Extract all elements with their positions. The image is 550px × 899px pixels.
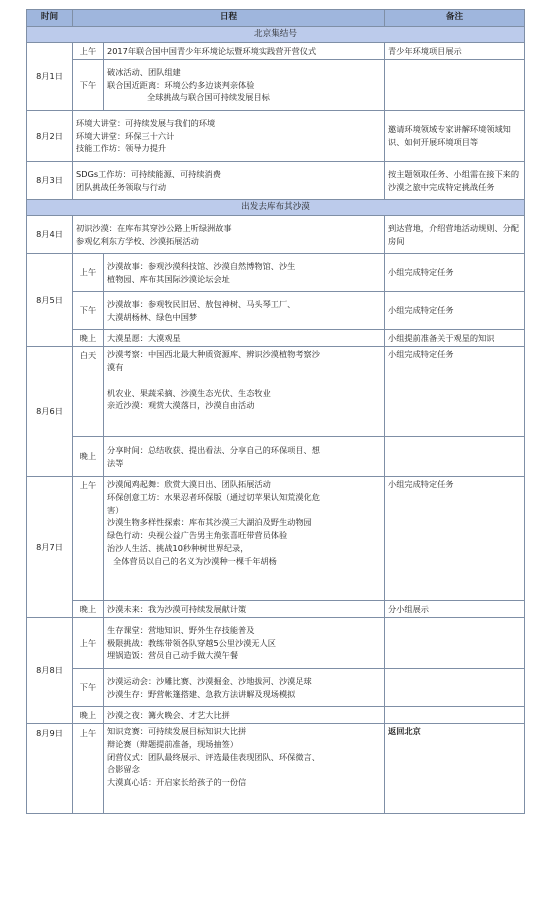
note-cell xyxy=(385,162,525,200)
schedule-cell xyxy=(104,477,385,601)
schedule-cell xyxy=(73,111,385,162)
note-cell xyxy=(385,477,525,601)
header-time: 时间 xyxy=(27,10,73,27)
header-row xyxy=(27,10,525,27)
schedule-line: 环保创意工坊：水果忍者环保版（通过切苹果认知荒漠化危 xyxy=(107,491,320,502)
schedule-line: 沙漠未来：我为沙漠可持续发展献计策 xyxy=(107,603,247,614)
section-title: 北京集结号 xyxy=(27,27,525,43)
table-row xyxy=(27,347,525,437)
table-row xyxy=(27,437,525,477)
slot-cell: 上午 xyxy=(73,618,104,669)
note-line: 小组完成特定任务 xyxy=(388,267,454,278)
section-title: 出发去库布其沙漠 xyxy=(27,200,525,216)
schedule-line: 环境大讲堂：环保三十六计 xyxy=(76,130,175,141)
schedule-cell xyxy=(104,292,385,330)
schedule-cell xyxy=(104,707,385,724)
table-row xyxy=(27,162,525,200)
note-cell xyxy=(385,707,525,724)
note-cell xyxy=(385,618,525,669)
schedule-line: 知识竞赛：可持续发展目标知识大比拼 xyxy=(107,726,247,736)
note-cell xyxy=(385,347,525,437)
schedule-line: 辩论赛（辩题提前准备，现场抽签） xyxy=(107,738,239,749)
slot-cell: 晚上 xyxy=(73,707,104,724)
note-cell xyxy=(385,669,525,707)
schedule-line: 技能工作坊：领导力提升 xyxy=(76,143,167,154)
header-notes: 备注 xyxy=(385,10,525,27)
schedule-line: 沙漠之夜：篝火晚会、才艺大比拼 xyxy=(107,709,230,720)
schedule-line: 参观亿利东方学校、沙漠拓展活动 xyxy=(76,235,199,246)
slot-cell: 下午 xyxy=(73,60,104,111)
schedule-line: 生存课堂：营地知识、野外生存技能普及 xyxy=(107,624,255,635)
table-row xyxy=(27,477,525,601)
note-line: 小组完成特定任务 xyxy=(388,305,454,316)
schedule-line: 亲近沙漠：观赏大漠落日，沙漠自由活动 xyxy=(107,400,255,411)
schedule-line: 沙漠生物多样性探索：库布其沙漠三大湖泊及野生动物园 xyxy=(107,517,312,528)
note-cell xyxy=(385,601,525,618)
schedule-line: 机农业、果蔬采摘、沙漠生态光伏、生态牧业 xyxy=(107,387,271,398)
slot-cell: 上午 xyxy=(73,724,104,814)
schedule-cell xyxy=(104,347,385,437)
slot-cell: 下午 xyxy=(73,292,104,330)
note-cell xyxy=(385,60,525,111)
schedule-line: 极限挑战：教练带领各队穿越5公里沙漠无人区 xyxy=(107,637,276,648)
schedule-cell xyxy=(104,437,385,477)
table-row xyxy=(27,254,525,292)
note-line: 房间 xyxy=(388,235,405,246)
schedule-line: 合影留念 xyxy=(107,764,140,775)
section-row-kubuqi xyxy=(27,200,525,216)
schedule-cell xyxy=(104,601,385,618)
slot-cell: 上午 xyxy=(73,477,104,601)
schedule-line: 沙漠运动会：沙雕比赛、沙漠掘金、沙地拔河、沙漠足球 xyxy=(107,675,312,686)
schedule-line: 沙漠闻鸡起舞：欣赏大漠日出、团队拓展活动 xyxy=(107,479,271,489)
note-line: 识、如何开展环境项目等 xyxy=(388,137,479,147)
schedule-cell xyxy=(104,254,385,292)
date-cell: 8月3日 xyxy=(27,162,73,200)
schedule-line: 植物园、库布其国际沙漠论坛会址 xyxy=(107,273,230,284)
note-cell xyxy=(385,437,525,477)
schedule-line: 沙漠故事：参观沙漠科技馆、沙漠自然博物馆、沙生 xyxy=(107,260,296,271)
note-cell xyxy=(385,292,525,330)
schedule-cell xyxy=(104,724,385,814)
schedule-line: 破冰活动、团队组建 xyxy=(107,66,181,77)
schedule-cell xyxy=(104,60,385,111)
schedule-line: 环境大讲堂：可持续发展与我们的环境 xyxy=(76,117,216,128)
schedule-cell xyxy=(73,162,385,200)
schedule-cell xyxy=(104,618,385,669)
slot-cell: 晚上 xyxy=(73,330,104,347)
note-line: 沙漠之旅中完成特定挑战任务 xyxy=(388,181,495,192)
schedule-line: 分享时间：总结收获、提出看法、分享自己的环保项目、想 xyxy=(107,444,320,455)
note-cell xyxy=(385,216,525,254)
schedule-line: 绿色行动：央视公益广告男主角张喜旺带营员体验 xyxy=(107,530,288,541)
note-cell xyxy=(385,43,525,60)
table-row xyxy=(27,292,525,330)
note-cell xyxy=(385,330,525,347)
table-row xyxy=(27,618,525,669)
slot-cell: 下午 xyxy=(73,669,104,707)
slot-cell: 晚上 xyxy=(73,437,104,477)
section-row-beijing xyxy=(27,27,525,43)
date-cell: 8月6日 xyxy=(27,347,73,477)
slot-cell: 白天 xyxy=(73,347,104,437)
schedule-cell xyxy=(104,669,385,707)
schedule-line: 初识沙漠：在库布其穿沙公路上听绿洲故事 xyxy=(76,222,232,233)
date-cell: 8月1日 xyxy=(27,43,73,111)
table-row xyxy=(27,60,525,111)
schedule-table xyxy=(26,9,525,814)
note-line: 返回北京 xyxy=(388,726,421,736)
table-row xyxy=(27,669,525,707)
schedule-line: 全体营员以自己的名义为沙漠种一棵千年胡杨 xyxy=(113,555,277,566)
table-row xyxy=(27,111,525,162)
schedule-line: 治沙人生活、挑战10秒种树世界纪录， xyxy=(107,543,249,554)
note-line: 到达营地，介绍营地活动规则、分配 xyxy=(388,222,520,233)
note-line: 小组完成特定任务 xyxy=(388,479,454,489)
note-cell xyxy=(385,254,525,292)
date-cell: 8月7日 xyxy=(27,477,73,618)
schedule-line: 法等 xyxy=(107,457,124,468)
note-line: 按主题领取任务、小组需在接下来的 xyxy=(388,168,520,179)
schedule-cell xyxy=(104,330,385,347)
schedule-line: 联合国近距离：环境公约多边谈判亲体验 xyxy=(107,79,255,90)
note-cell xyxy=(385,724,525,814)
header-schedule: 日程 xyxy=(73,10,385,27)
schedule-line: 大漠真心话：开启家长给孩子的一份信 xyxy=(107,777,247,788)
slot-cell: 上午 xyxy=(73,43,104,60)
date-cell: 8月5日 xyxy=(27,254,73,347)
slot-cell: 上午 xyxy=(73,254,104,292)
note-cell xyxy=(385,111,525,162)
schedule-line: 沙漠生存：野营帐篷搭建、急救方法讲解及现场模拟 xyxy=(107,688,296,699)
table-row xyxy=(27,216,525,254)
slot-cell: 晚上 xyxy=(73,601,104,618)
note-line: 分小组展示 xyxy=(388,603,429,614)
schedule-line: SDGs工作坊：可持续能源、可持续消费 xyxy=(76,168,221,179)
note-line: 小组提前准备关于观星的知识 xyxy=(388,332,495,343)
note-line: 邀请环境领域专家讲解环境领域知 xyxy=(388,124,511,135)
date-cell: 8月4日 xyxy=(27,216,73,254)
table-row xyxy=(27,724,525,814)
schedule-line: 沙漠考察：中国西北最大种质资源库、辨识沙漠植物考察沙 xyxy=(107,349,320,359)
table-row xyxy=(27,601,525,618)
schedule-line: 大漠胡杨林、绿色中国梦 xyxy=(107,311,198,322)
date-cell: 8月8日 xyxy=(27,618,73,724)
schedule-line: 闭营仪式：团队最终展示、评选最佳表现团队、环保微言、 xyxy=(107,751,320,762)
schedule-line: 埋锅造饭：营员自己动手做大漠午餐 xyxy=(107,650,239,661)
schedule-cell xyxy=(104,43,385,60)
schedule-line: 沙漠故事：参观牧民旧居、敖包神树、马头琴工厂、 xyxy=(107,298,296,309)
schedule-line: 害） xyxy=(107,504,124,515)
table-row xyxy=(27,707,525,724)
date-cell: 8月9日 xyxy=(27,724,73,814)
schedule-spacer xyxy=(107,374,381,387)
table-row xyxy=(27,330,525,347)
date-cell: 8月2日 xyxy=(27,111,73,162)
schedule-line: 团队挑战任务领取与行动 xyxy=(76,181,167,192)
note-line: 小组完成特定任务 xyxy=(388,349,454,359)
schedule-cell xyxy=(73,216,385,254)
schedule-line: 漠有 xyxy=(107,361,124,372)
schedule-line: 大漠星愿：大漠观星 xyxy=(107,332,181,343)
schedule-line: 全球挑战与联合国可持续发展目标 xyxy=(147,92,270,103)
note-line: 青少年环境项目展示 xyxy=(388,45,462,56)
table-row xyxy=(27,43,525,60)
schedule-line: 2017年联合国中国青少年环境论坛暨环境实践营开营仪式 xyxy=(107,45,317,56)
